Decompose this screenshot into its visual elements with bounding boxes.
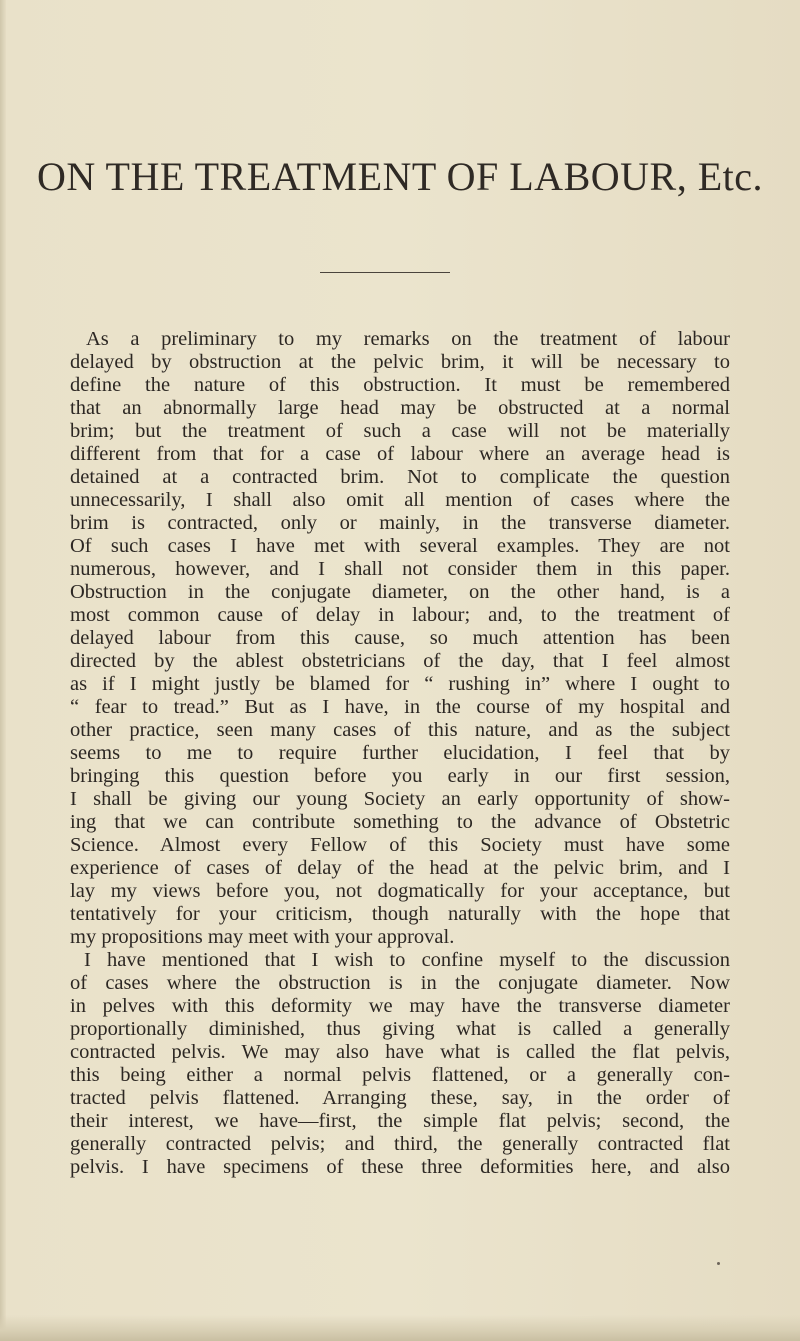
title-rule xyxy=(320,272,450,273)
text-line: their interest, we have—first, the simple flat pelvis; second, the xyxy=(70,1110,730,1132)
text-line: numerous, however, and I shall not consider them in this paper. xyxy=(70,558,730,580)
text-line: ing that we can contribute something to the advance of Obstetric xyxy=(70,811,730,833)
text-line: pelvis. I have specimens of these three deformities here, and also xyxy=(70,1156,730,1178)
text-line: of cases where the obstruction is in the conjugate diameter. Now xyxy=(70,972,730,994)
text-line: different from that for a case of labour where an average head is xyxy=(70,443,730,465)
text-line: experience of cases of delay of the head at the pelvic brim, and I xyxy=(70,857,730,879)
text-line: that an abnormally large head may be obstructed at a normal xyxy=(70,397,730,419)
text-line: As a preliminary to my remarks on the treatment of labour xyxy=(86,328,730,350)
text-line: bringing this question before you early in our first session, xyxy=(70,765,730,787)
text-line: contracted pelvis. We may also have what is called the flat pelvis, xyxy=(70,1041,730,1063)
text-line: most common cause of delay in labour; and, to the treatment of xyxy=(70,604,730,626)
text-line: tentatively for your criticism, though naturally with the hope that xyxy=(70,903,730,925)
text-line: define the nature of this obstruction. It must be remembered xyxy=(70,374,730,396)
text-line: proportionally diminished, thus giving what is called a generally xyxy=(70,1018,730,1040)
page-edge-bottom xyxy=(0,1315,800,1341)
text-line: Obstruction in the conjugate diameter, on the other hand, is a xyxy=(70,581,730,603)
text-line: tracted pelvis flattened. Arranging these, say, in the order of xyxy=(70,1087,730,1109)
page-title: ON THE TREATMENT OF LABOUR, Etc. xyxy=(37,154,763,199)
text-line: unnecessarily, I shall also omit all mention of cases where the xyxy=(70,489,730,511)
text-line: “ fear to tread.” But as I have, in the course of my hospital and xyxy=(70,696,730,718)
text-line: detained at a contracted brim. Not to complicate the question xyxy=(70,466,730,488)
ink-speck xyxy=(717,1262,720,1265)
text-line: Of such cases I have met with several examples. They are not xyxy=(70,535,730,557)
text-line: I shall be giving our young Society an early opportunity of show- xyxy=(70,788,730,810)
text-line: generally contracted pelvis; and third, the generally contracted flat xyxy=(70,1133,730,1155)
text-line: this being either a normal pelvis flattened, or a generally con- xyxy=(70,1064,730,1086)
text-line: in pelves with this deformity we may have the transverse diameter xyxy=(70,995,730,1017)
text-line: my propositions may meet with your approval. xyxy=(70,926,455,948)
text-line: seems to me to require further elucidation, I feel that by xyxy=(70,742,730,764)
page-edge-left xyxy=(0,0,6,1341)
text-line: brim is contracted, only or mainly, in the transverse diameter. xyxy=(70,512,730,534)
text-line: brim; but the treatment of such a case will not be materially xyxy=(70,420,730,442)
text-line: Science. Almost every Fellow of this Society must have some xyxy=(70,834,730,856)
text-line: directed by the ablest obstetricians of the day, that I feel almost xyxy=(70,650,730,672)
text-line: lay my views before you, not dogmatically for your acceptance, but xyxy=(70,880,730,902)
text-line: delayed by obstruction at the pelvic brim, it will be necessary to xyxy=(70,351,730,373)
text-line: as if I might justly be blamed for “ rushing in” where I ought to xyxy=(70,673,730,695)
text-line: other practice, seen many cases of this nature, and as the subject xyxy=(70,719,730,741)
text-line: I have mentioned that I wish to confine myself to the discussion xyxy=(84,949,730,971)
text-line: delayed labour from this cause, so much attention has been xyxy=(70,627,730,649)
body-text xyxy=(70,328,730,1179)
